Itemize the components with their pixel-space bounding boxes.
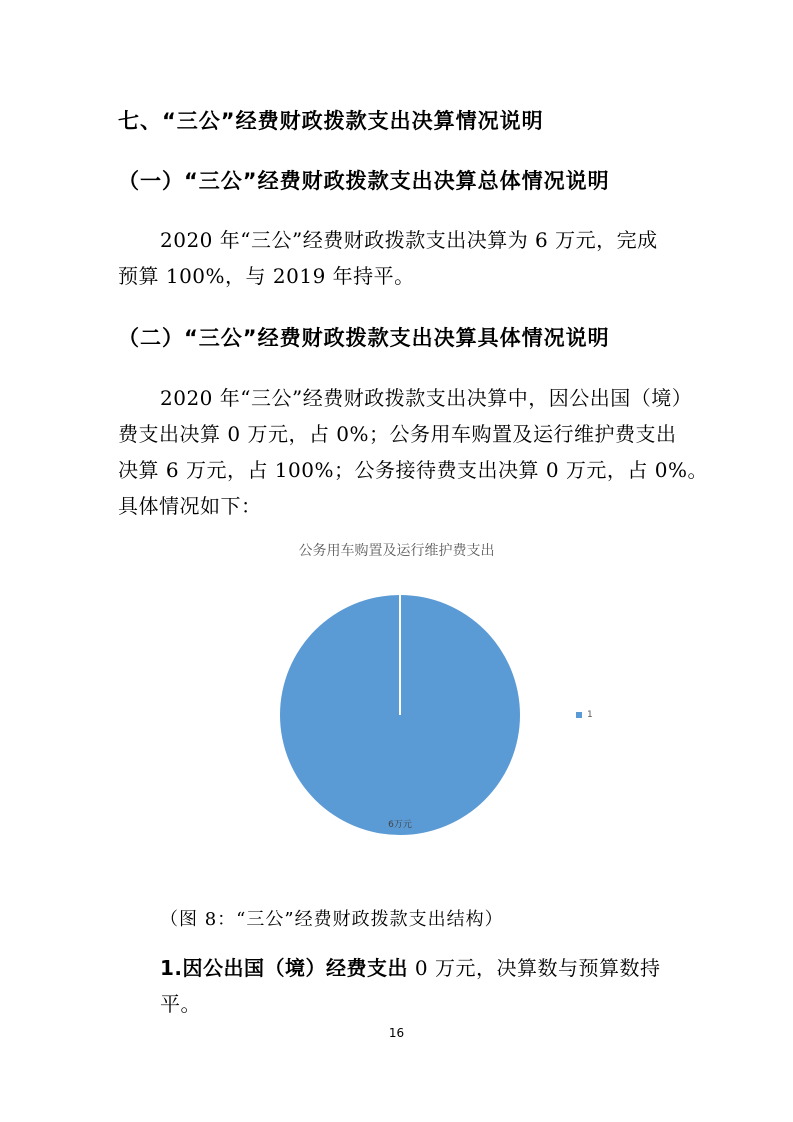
- item-1-line2: 平。: [160, 992, 201, 1016]
- chart-title: 公务用车购置及运行维护费支出: [298, 543, 495, 559]
- page-number: 16: [388, 1026, 405, 1040]
- paragraph-detail: [118, 380, 708, 524]
- item-1-text: 0 万元，决算数与预算数持: [408, 956, 661, 980]
- pie-data-label: 6万元: [388, 820, 412, 830]
- paragraph-line: 费支出决算 0 万元，占 0%；公务用车购置及运行维护费支出: [118, 422, 677, 446]
- paragraph-line: 具体情况如下：: [118, 494, 262, 518]
- subsection-heading-2: （二）“三公”经费财政拨款支出决算具体情况说明: [118, 326, 610, 350]
- paragraph-line: 决算 6 万元，占 100%；公务接待费支出决算 0 万元，占 0%。: [118, 458, 708, 482]
- legend-label: 1: [587, 710, 593, 720]
- paragraph-line: 2020 年“三公”经费财政拨款支出决算中，因公出国（境）: [160, 386, 693, 410]
- item-1-bold: 1.因公出国（境）经费支出: [160, 956, 409, 980]
- paragraph-line: 预算 100%，与 2019 年持平。: [118, 264, 415, 288]
- item-1-line: [118, 950, 678, 986]
- item-1: [118, 950, 678, 1022]
- paragraph-overall: [118, 222, 678, 294]
- figure-caption: （图 8：“三公”经费财政拨款支出结构）: [160, 909, 504, 930]
- chart-legend: [576, 710, 593, 720]
- pie-chart: [270, 585, 530, 845]
- legend-swatch: [576, 712, 582, 718]
- subsection-heading-1: （一）“三公”经费财政拨款支出决算总体情况说明: [118, 169, 610, 193]
- section-heading: 七、“三公”经费财政拨款支出决算情况说明: [118, 109, 544, 133]
- paragraph-line: 2020 年“三公”经费财政拨款支出决算为 6 万元，完成: [160, 228, 658, 252]
